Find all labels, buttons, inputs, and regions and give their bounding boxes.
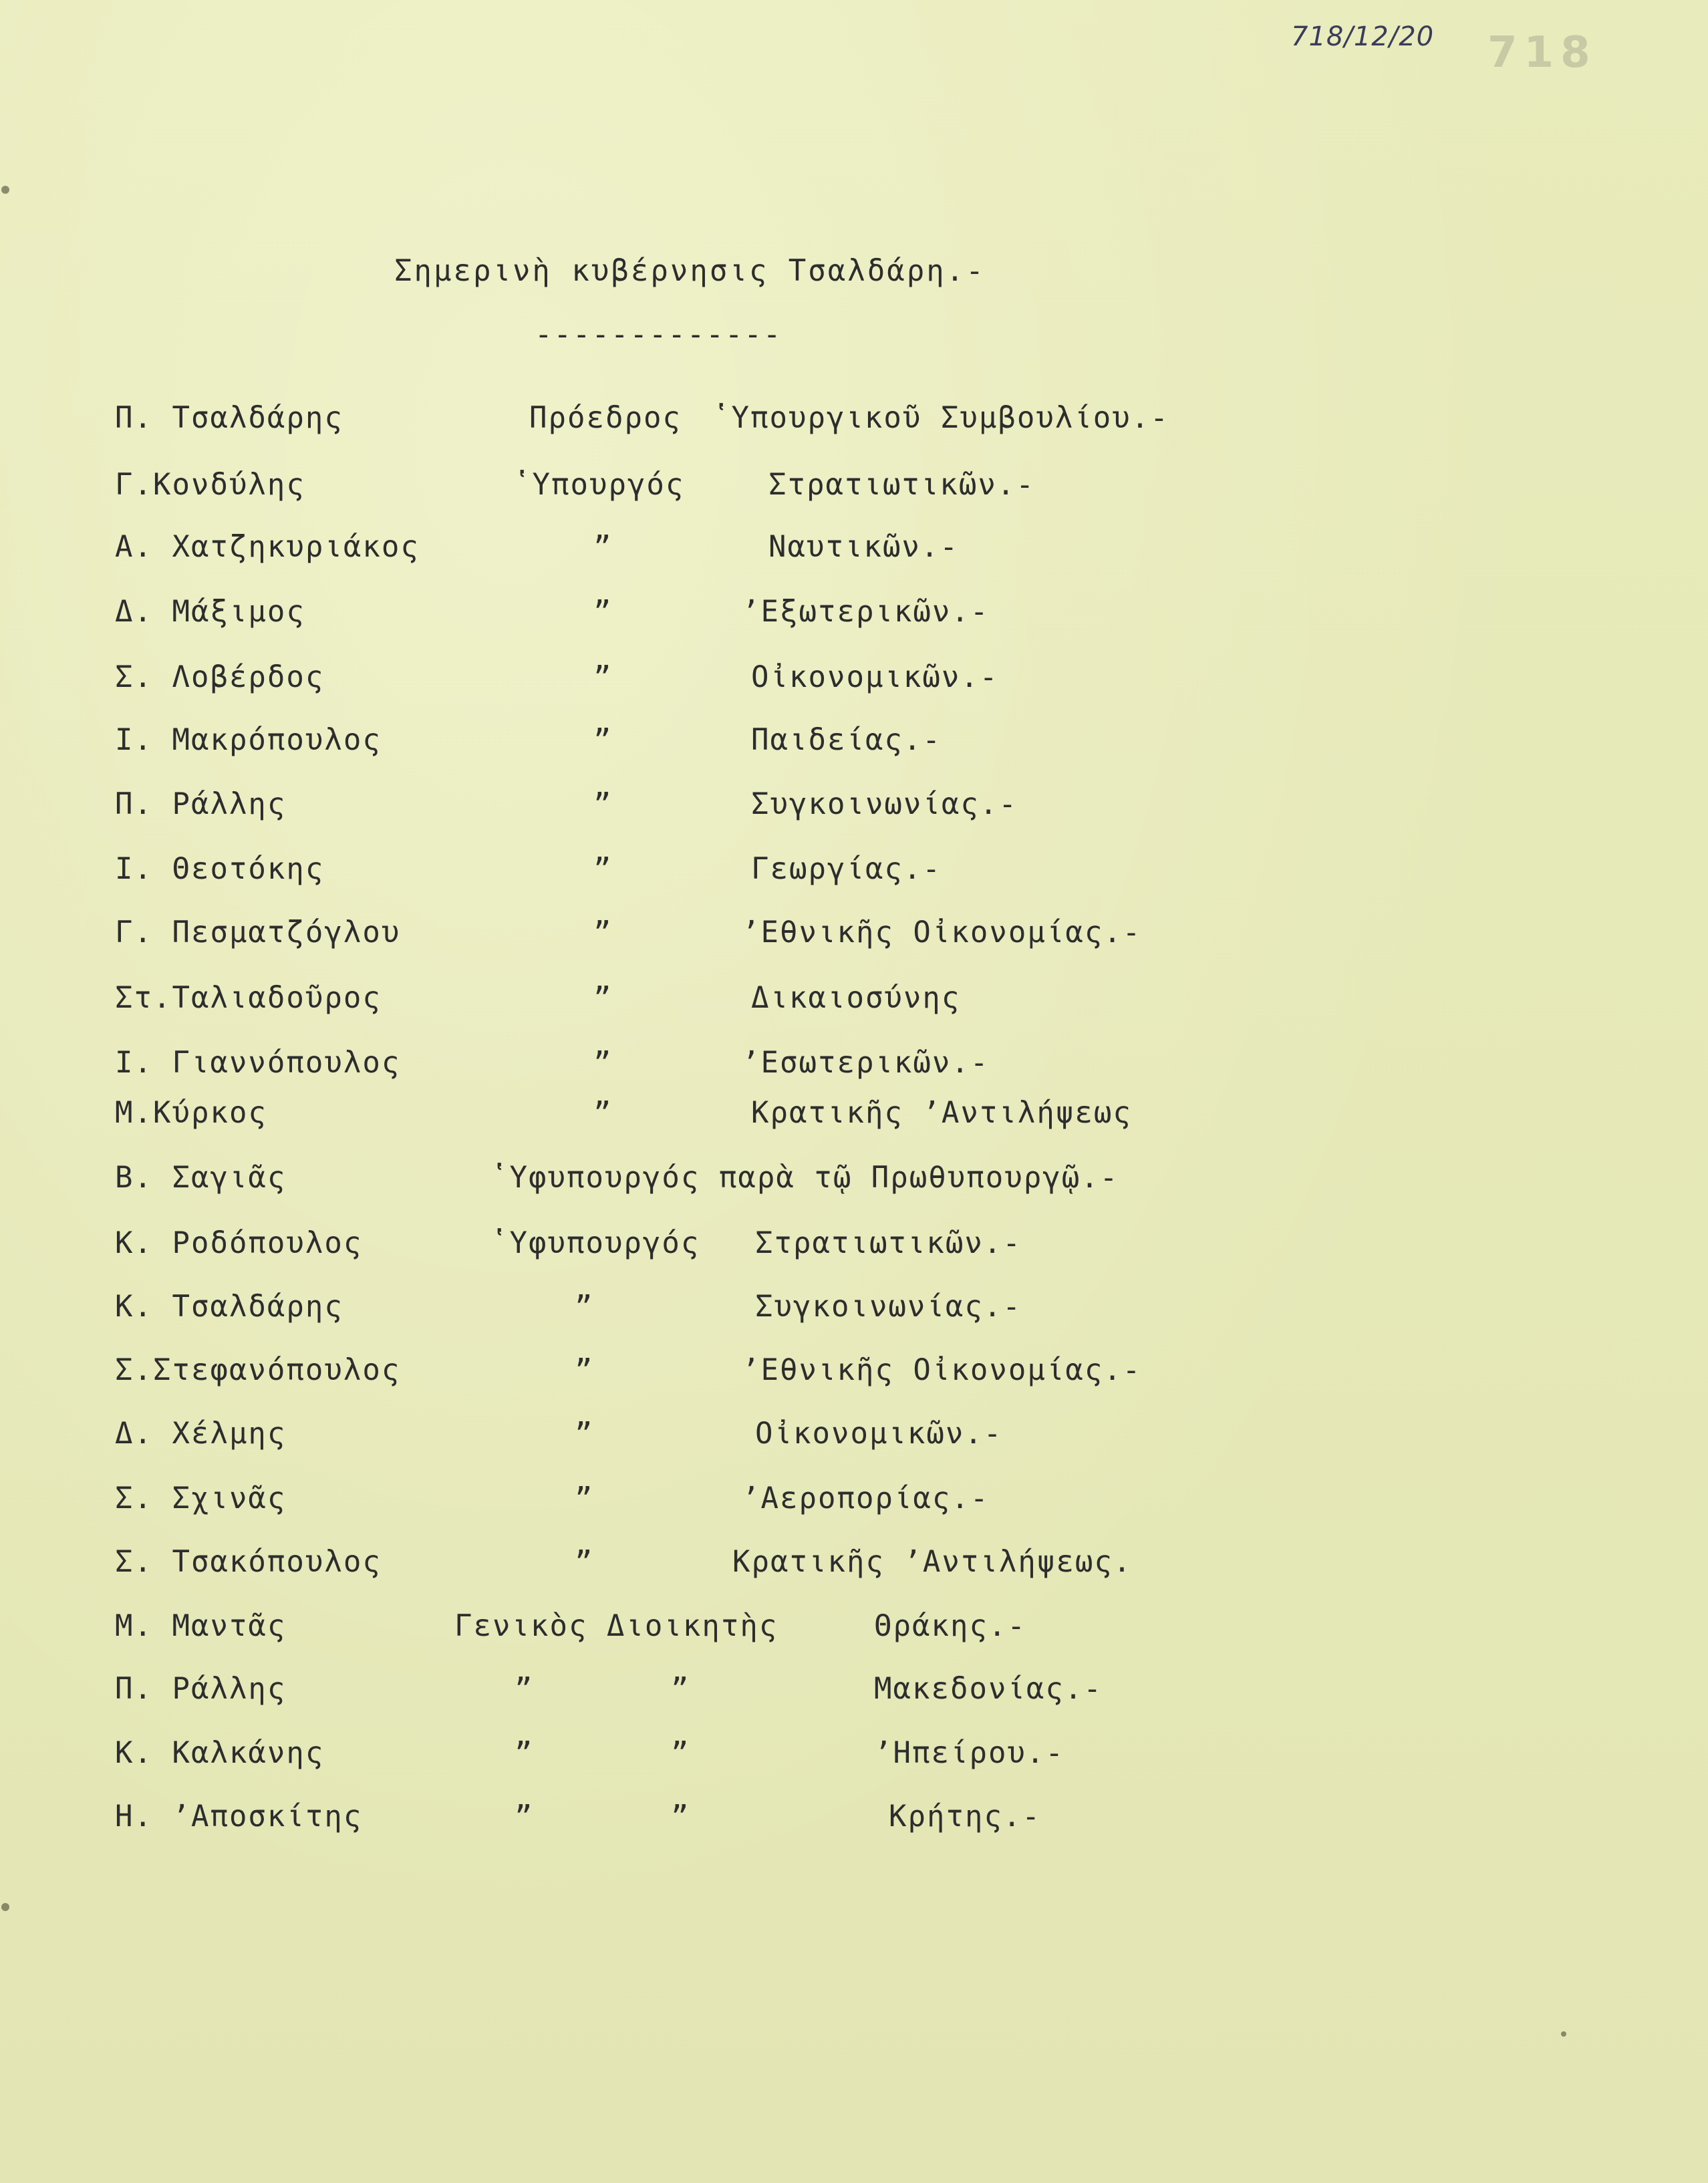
person-name: Κ. Τσαλδάρης	[115, 1290, 343, 1324]
person-name: Σ.Στεφανόπουλος	[115, 1353, 401, 1387]
ditto-mark: ”	[593, 660, 613, 694]
person-name: Α. Χατζηκυριάκος	[115, 530, 420, 564]
ditto-mark: ”	[515, 1736, 534, 1770]
list-item	[0, 468, 1708, 508]
ministry-name: Δικαιοσύνης	[751, 981, 961, 1015]
list-item	[0, 1481, 1708, 1521]
list-item	[0, 530, 1708, 570]
office-title: ʽΥφυπουργός	[490, 1226, 700, 1260]
ministry-name: Μακεδονίας.-	[874, 1672, 1103, 1706]
ditto-mark: ”	[515, 1799, 534, 1834]
punch-hole	[1, 1903, 9, 1911]
person-name: Κ. Ροδόπουλος	[115, 1226, 363, 1260]
person-name: Σ. Σχινᾶς	[115, 1481, 287, 1515]
person-name: Μ.Κύρκος	[115, 1096, 267, 1130]
ditto-mark: ”	[575, 1481, 594, 1515]
ministry-name: Οἰκονομικῶν.-	[751, 660, 999, 694]
ditto-mark: ”	[593, 530, 613, 564]
ditto-mark: ”	[593, 595, 613, 629]
ministry-name: Συγκοινωνίας.-	[755, 1290, 1022, 1324]
list-item	[0, 915, 1708, 956]
ministry-name: Κρατικῆς ʼΑντιλήψεως	[751, 1096, 1132, 1130]
list-item	[0, 981, 1708, 1021]
document-title: Σημερινὴ κυβέρνησις Τσαλδάρη.-	[394, 254, 986, 288]
ministry-name: Οἰκονομικῶν.-	[755, 1417, 1003, 1451]
ditto-mark: ”	[593, 1096, 613, 1130]
ministry-name: Θράκης.-	[874, 1609, 1026, 1643]
ditto-mark: ”	[593, 787, 613, 821]
ditto-mark: ”	[575, 1545, 594, 1579]
list-item	[0, 1545, 1708, 1585]
list-item	[0, 1290, 1708, 1330]
list-item	[0, 787, 1708, 827]
person-name: Στ.Ταλιαδοῦρος	[115, 981, 382, 1015]
ditto-mark: ”	[593, 915, 613, 950]
ditto-mark: ”	[575, 1353, 594, 1387]
ditto-mark: ”	[593, 723, 613, 757]
list-item	[0, 723, 1708, 763]
person-name: Π. Τσαλδάρης	[115, 401, 343, 435]
person-name: Κ. Καλκάνης	[115, 1736, 325, 1770]
list-item	[0, 1353, 1708, 1393]
person-name: Π. Ράλλης	[115, 1672, 287, 1706]
office-title: ʽΥφυπουργός παρὰ τῷ Πρωθυπουργῷ.-	[490, 1161, 1119, 1195]
list-item	[0, 1417, 1708, 1457]
list-item	[0, 1096, 1708, 1136]
ditto-mark: ”	[671, 1672, 690, 1706]
person-name: Ι. Μακρόπουλος	[115, 723, 382, 757]
ministry-name: ʼΕσωτερικῶν.-	[742, 1046, 990, 1080]
ministry-name: Στρατιωτικῶν.-	[768, 468, 1035, 502]
ministry-name: ʽΥπουργικοῦ Συμβουλίου.-	[712, 401, 1169, 435]
archive-number: 718/12/20	[1291, 21, 1435, 52]
ditto-mark: ”	[575, 1417, 594, 1451]
list-item	[0, 401, 1708, 441]
list-item	[0, 1672, 1708, 1712]
title-underline: -------------	[535, 317, 782, 351]
ministry-name: ʼΕθνικῆς Οἰκονομίας.-	[742, 915, 1142, 950]
person-name: Ι. Θεοτόκης	[115, 852, 325, 886]
office-title: Πρόεδρος	[529, 401, 682, 435]
list-item	[0, 852, 1708, 892]
list-item	[0, 1609, 1708, 1649]
ministry-name: Συγκοινωνίας.-	[751, 787, 1018, 821]
punch-hole	[1561, 2031, 1566, 2037]
ditto-mark: ”	[593, 1046, 613, 1080]
ministry-name: ʼΑεροπορίας.-	[742, 1481, 990, 1515]
ministry-name: ʼΕξωτερικῶν.-	[742, 595, 990, 629]
ministry-name: ʼΗπείρου.-	[874, 1736, 1064, 1770]
person-name: Γ.Κονδύλης	[115, 468, 305, 502]
list-item	[0, 595, 1708, 635]
office-title: Γενικὸς Διοικητὴς	[454, 1609, 778, 1643]
person-name: Β. Σαγιᾶς	[115, 1161, 287, 1195]
ministry-name: Παιδείας.-	[751, 723, 942, 757]
list-item	[0, 1161, 1708, 1201]
ministry-name: Στρατιωτικῶν.-	[755, 1226, 1022, 1260]
person-name: Μ. Μαντᾶς	[115, 1609, 287, 1643]
ditto-mark: ”	[671, 1736, 690, 1770]
ministry-name: Γεωργίας.-	[751, 852, 942, 886]
faded-stamp: 718	[1487, 28, 1597, 78]
ministry-name: ʼΕθνικῆς Οἰκονομίας.-	[742, 1353, 1142, 1387]
ministry-name: Κρήτης.-	[889, 1799, 1041, 1834]
person-name: Η. ʼΑποσκίτης	[115, 1799, 363, 1834]
person-name: Π. Ράλλης	[115, 787, 287, 821]
ditto-mark: ”	[671, 1799, 690, 1834]
ditto-mark: ”	[515, 1672, 534, 1706]
ditto-mark: ”	[575, 1290, 594, 1324]
office-title: ʽΥπουργός	[513, 468, 685, 502]
person-name: Σ. Τσακόπουλος	[115, 1545, 382, 1579]
list-item	[0, 660, 1708, 700]
person-name: Δ. Χέλμης	[115, 1417, 287, 1451]
ministry-name: Ναυτικῶν.-	[768, 530, 959, 564]
person-name: Γ. Πεσματζόγλου	[115, 915, 401, 950]
person-name: Ι. Γιαννόπουλος	[115, 1046, 401, 1080]
punch-hole	[1, 186, 9, 194]
list-item	[0, 1799, 1708, 1840]
list-item	[0, 1226, 1708, 1266]
ditto-mark: ”	[593, 981, 613, 1015]
person-name: Σ. Λοβέρδος	[115, 660, 325, 694]
list-item	[0, 1046, 1708, 1086]
list-item	[0, 1736, 1708, 1776]
ministry-name: Κρατικῆς ʼΑντιλήψεως.	[732, 1545, 1133, 1579]
ditto-mark: ”	[593, 852, 613, 886]
person-name: Δ. Μάξιμος	[115, 595, 305, 629]
